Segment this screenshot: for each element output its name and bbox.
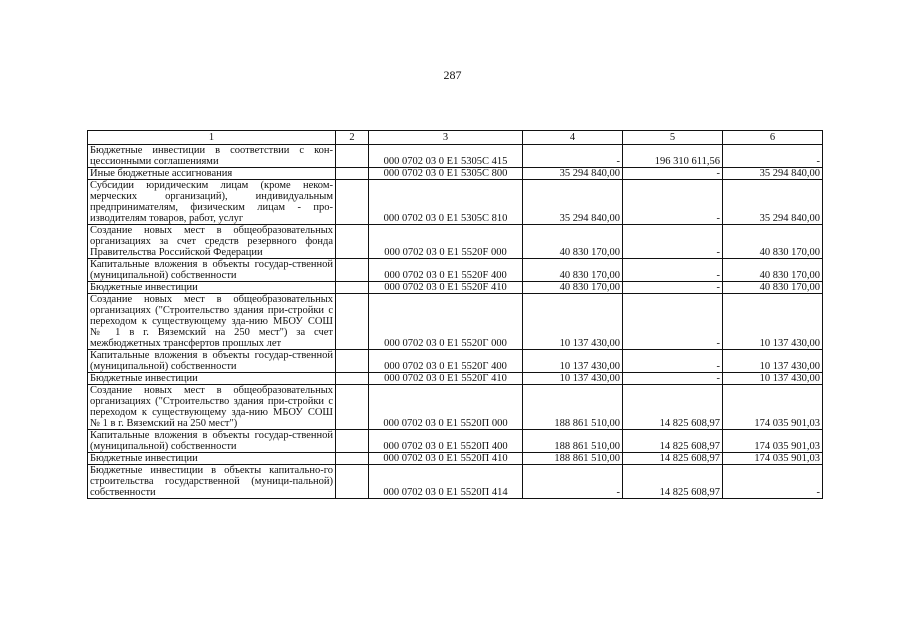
row-value-4: - bbox=[523, 465, 623, 499]
row-value-5: 14 825 608,97 bbox=[623, 453, 723, 465]
column-header: 5 bbox=[623, 131, 723, 145]
row-code: 000 0702 03 0 E1 5305C 415 bbox=[369, 145, 523, 168]
row-value-5: - bbox=[623, 373, 723, 385]
row-value-6: - bbox=[723, 145, 823, 168]
row-value-6: 174 035 901,03 bbox=[723, 385, 823, 430]
table-row bbox=[88, 180, 823, 225]
page-number: 287 bbox=[443, 68, 462, 82]
row-code: 000 0702 03 0 E1 5520F 000 bbox=[369, 225, 523, 259]
row-name: Создание новых мест в общеобразовательных организациях за счет средств резервного фонда Правительства Российской Федерации bbox=[88, 225, 336, 259]
row-name: Бюджетные инвестиции bbox=[88, 373, 336, 385]
row-value-6: 40 830 170,00 bbox=[723, 259, 823, 282]
row-code: 000 0702 03 0 E1 5520F 410 bbox=[369, 282, 523, 294]
row-code: 000 0702 03 0 E1 5520П 414 bbox=[369, 465, 523, 499]
budget-table bbox=[87, 130, 823, 499]
row-name: Капитальные вложения в объекты государ-ственной (муниципальной) собственности bbox=[88, 350, 336, 373]
row-name: Бюджетные инвестиции bbox=[88, 282, 336, 294]
table-row bbox=[88, 282, 823, 294]
row-value-4: - bbox=[523, 145, 623, 168]
row-value-5: 14 825 608,97 bbox=[623, 430, 723, 453]
row-code: 000 0702 03 0 E1 5520Г 410 bbox=[369, 373, 523, 385]
row-value-6: 35 294 840,00 bbox=[723, 180, 823, 225]
row-value-6: 10 137 430,00 bbox=[723, 350, 823, 373]
table-row bbox=[88, 259, 823, 282]
table-row bbox=[88, 350, 823, 373]
row-col2 bbox=[336, 430, 369, 453]
row-col2 bbox=[336, 259, 369, 282]
row-value-4: 40 830 170,00 bbox=[523, 282, 623, 294]
row-name: Субсидии юридическим лицам (кроме неком-мерческих организаций), индивидуальным предпринимателям, физическим лицам - про-изводителям товаров, работ, услуг bbox=[88, 180, 336, 225]
row-col2 bbox=[336, 294, 369, 350]
row-code: 000 0702 03 0 E1 5520Г 000 bbox=[369, 294, 523, 350]
row-code: 000 0702 03 0 E1 5520П 400 bbox=[369, 430, 523, 453]
row-value-4: 10 137 430,00 bbox=[523, 294, 623, 350]
row-value-4: 35 294 840,00 bbox=[523, 168, 623, 180]
row-value-6: 10 137 430,00 bbox=[723, 294, 823, 350]
row-name: Капитальные вложения в объекты государ-ственной (муниципальной) собственности bbox=[88, 430, 336, 453]
table-row bbox=[88, 373, 823, 385]
row-value-5: 14 825 608,97 bbox=[623, 465, 723, 499]
row-value-5: - bbox=[623, 225, 723, 259]
row-value-4: 40 830 170,00 bbox=[523, 225, 623, 259]
row-value-6: 174 035 901,03 bbox=[723, 453, 823, 465]
column-header: 4 bbox=[523, 131, 623, 145]
column-header: 2 bbox=[336, 131, 369, 145]
row-value-6: 174 035 901,03 bbox=[723, 430, 823, 453]
row-name: Капитальные вложения в объекты государ-ственной (муниципальной) собственности bbox=[88, 259, 336, 282]
row-name: Бюджетные инвестиции в объекты капитально-го строительства государственной (муници-пальной) собственности bbox=[88, 465, 336, 499]
row-code: 000 0702 03 0 E1 5305C 810 bbox=[369, 180, 523, 225]
row-col2 bbox=[336, 453, 369, 465]
row-name: Создание новых мест в общеобразовательных организациях ("Строительство здания при-стройки с переходом к существующему зда-нию МБОУ СОШ № 1 в г. Вяземский на 250 мест") bbox=[88, 385, 336, 430]
table-row bbox=[88, 453, 823, 465]
table-row bbox=[88, 430, 823, 453]
row-col2 bbox=[336, 180, 369, 225]
row-value-5: 14 825 608,97 bbox=[623, 385, 723, 430]
row-value-5: - bbox=[623, 168, 723, 180]
row-value-4: 10 137 430,00 bbox=[523, 350, 623, 373]
row-value-5: - bbox=[623, 259, 723, 282]
row-value-5: - bbox=[623, 282, 723, 294]
row-value-6: 40 830 170,00 bbox=[723, 225, 823, 259]
row-value-5: - bbox=[623, 180, 723, 225]
row-col2 bbox=[336, 350, 369, 373]
row-col2 bbox=[336, 465, 369, 499]
row-code: 000 0702 03 0 E1 5520П 410 bbox=[369, 453, 523, 465]
row-value-4: 40 830 170,00 bbox=[523, 259, 623, 282]
row-value-4: 35 294 840,00 bbox=[523, 180, 623, 225]
row-value-6: - bbox=[723, 465, 823, 499]
column-header: 6 bbox=[723, 131, 823, 145]
table-header-row bbox=[88, 131, 823, 145]
row-col2 bbox=[336, 225, 369, 259]
row-col2 bbox=[336, 282, 369, 294]
row-col2 bbox=[336, 373, 369, 385]
row-value-5: 196 310 611,56 bbox=[623, 145, 723, 168]
row-name: Создание новых мест в общеобразовательных организациях ("Строительство здания при-стройки с переходом к существующему зда-нию МБОУ СОШ № 1 в г. Вяземский на 250 мест") за счет межбюджетных трансфертов прошлых лет bbox=[88, 294, 336, 350]
row-value-5: - bbox=[623, 294, 723, 350]
row-value-5: - bbox=[623, 350, 723, 373]
table-row bbox=[88, 145, 823, 168]
row-value-6: 40 830 170,00 bbox=[723, 282, 823, 294]
row-name: Иные бюджетные ассигнования bbox=[88, 168, 336, 180]
row-value-4: 188 861 510,00 bbox=[523, 430, 623, 453]
row-value-4: 188 861 510,00 bbox=[523, 453, 623, 465]
table-row bbox=[88, 385, 823, 430]
row-col2 bbox=[336, 168, 369, 180]
row-value-6: 10 137 430,00 bbox=[723, 373, 823, 385]
row-col2 bbox=[336, 385, 369, 430]
row-code: 000 0702 03 0 E1 5520П 000 bbox=[369, 385, 523, 430]
row-value-4: 188 861 510,00 bbox=[523, 385, 623, 430]
table-row bbox=[88, 225, 823, 259]
row-code: 000 0702 03 0 E1 5520Г 400 bbox=[369, 350, 523, 373]
row-name: Бюджетные инвестиции bbox=[88, 453, 336, 465]
row-col2 bbox=[336, 145, 369, 168]
column-header: 3 bbox=[369, 131, 523, 145]
column-header: 1 bbox=[88, 131, 336, 145]
table-row bbox=[88, 168, 823, 180]
row-code: 000 0702 03 0 E1 5520F 400 bbox=[369, 259, 523, 282]
row-code: 000 0702 03 0 E1 5305C 800 bbox=[369, 168, 523, 180]
table-row bbox=[88, 294, 823, 350]
row-value-4: 10 137 430,00 bbox=[523, 373, 623, 385]
row-name: Бюджетные инвестиции в соответствии с кон-цессионными соглашениями bbox=[88, 145, 336, 168]
table-row bbox=[88, 465, 823, 499]
row-value-6: 35 294 840,00 bbox=[723, 168, 823, 180]
